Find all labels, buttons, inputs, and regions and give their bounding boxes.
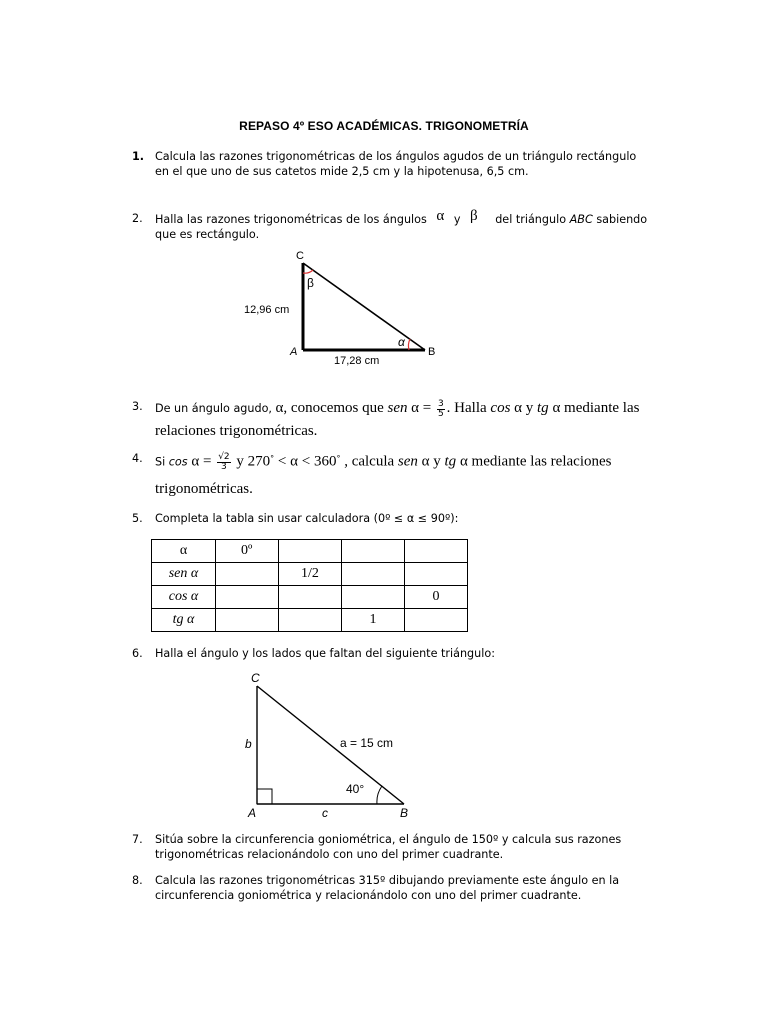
table-cell (342, 563, 405, 586)
question-line: en el que uno de sus catetos mide 2,5 cm y la hipotenusa, 6,5 cm. (155, 164, 529, 178)
degree-sign: ° (270, 454, 275, 463)
angle-360: 360 (313, 453, 337, 470)
question-line: Sitúa sobre la circunferencia goniométrica, el ángulo de 150º y calcula sus razones (155, 833, 622, 846)
sen-label: sen (397, 453, 418, 470)
cos-label: cos (168, 455, 188, 469)
question-line: trigonométricas. (155, 480, 253, 497)
table-row (152, 540, 468, 563)
side-ca-length: 12,96 cm (244, 304, 290, 316)
angle-40-arc (377, 786, 382, 804)
question-line: que es rectángulo. (155, 227, 260, 241)
triangle-name: ABC (569, 213, 593, 226)
beta-symbol: β (470, 208, 478, 224)
question-number: 7. (132, 833, 143, 846)
triangle-figure-2 (240, 668, 420, 820)
question-line: trigonométricas relacionándolo con uno del primer cuadrante. (155, 847, 504, 861)
alpha-symbol: α (510, 400, 523, 416)
cos-label: cos (490, 400, 511, 416)
question-text (155, 833, 663, 862)
question-text-part: < α < (274, 453, 314, 470)
side-a-label: a = 15 cm (340, 736, 394, 750)
vertex-b: B (400, 806, 409, 820)
question-text-part: y (522, 400, 538, 416)
question-text (155, 446, 663, 502)
alpha-symbol: α (548, 400, 561, 416)
vertex-a: A (248, 806, 257, 820)
right-angle-mark (257, 789, 272, 804)
question-text: Halla el ángulo y los lados que faltan del siguiente triángulo: (155, 647, 495, 660)
table-cell (216, 563, 279, 586)
angle-label: 40° (346, 782, 365, 796)
table-cell: 0 (405, 586, 468, 609)
side-ab-length: 17,28 cm (334, 355, 380, 367)
table-cell (279, 609, 342, 632)
question-text-part: . Halla (446, 400, 491, 416)
vertex-a: A (290, 346, 298, 358)
question-text-part: De un ángulo agudo, (155, 402, 276, 415)
side-b-label: b (245, 737, 252, 751)
table-cell: cos α (152, 586, 216, 609)
table-cell (342, 540, 405, 563)
table-cell (216, 586, 279, 609)
alpha-symbol: α (417, 453, 430, 470)
table-cell (405, 540, 468, 563)
question-number: 6. (132, 647, 143, 660)
table-cell (405, 563, 468, 586)
alpha-symbol: α (456, 453, 468, 470)
angle-270: 270 (247, 453, 271, 470)
beta-label: β (307, 276, 314, 290)
vertex-c: C (251, 671, 260, 685)
table-cell (405, 609, 468, 632)
table-cell: 1/2 (279, 563, 342, 586)
side-cb (303, 263, 425, 350)
question-text-part: mediante las relaciones (467, 453, 612, 470)
question-text (155, 208, 663, 242)
table-cell (216, 609, 279, 632)
question-text-part: α = (187, 453, 216, 470)
side-c-label: c (322, 806, 328, 820)
table-row (152, 586, 468, 609)
question-number: 3. (132, 400, 143, 413)
table-cell: α (152, 540, 216, 563)
trig-table (151, 539, 468, 632)
degree-sign: ° (336, 454, 341, 463)
question-line: circunferencia goniométrica y relacionándolo con uno del primer cuadrante. (155, 888, 582, 902)
question-text (155, 150, 663, 179)
question-text-part: Si (155, 455, 169, 469)
question-number: 1. (132, 150, 145, 163)
question-line: Calcula las razones trigonométricas 315º dibujando previamente este ángulo en la (155, 874, 620, 887)
table-cell (279, 586, 342, 609)
table-cell: 0º (216, 540, 279, 563)
fraction-sqrt2-3 (217, 453, 230, 472)
fraction-numerator: 3 (437, 398, 444, 409)
fraction-denominator: 3 (221, 462, 227, 473)
tg-label: tg (537, 400, 549, 416)
table-cell (279, 540, 342, 563)
equals-sign: = (418, 400, 435, 416)
question-text: Completa la tabla sin usar calculadora (0º ≤ α ≤ 90º): (155, 512, 459, 525)
question-text-part: Halla las razones trigonométricas de los ángulos (155, 213, 427, 226)
question-number: 2. (132, 212, 143, 225)
question-text-part: sabiendo (596, 213, 648, 226)
table-cell: tg α (152, 609, 216, 632)
alpha-symbol: α (275, 400, 284, 416)
table-row (152, 609, 468, 632)
question-text (155, 874, 663, 903)
table-cell (342, 586, 405, 609)
tg-label: tg (444, 453, 457, 470)
question-text-part: , calcula (340, 453, 398, 470)
question-text-part: mediante las (560, 400, 640, 416)
vertex-c: C (296, 250, 304, 262)
table-row (152, 563, 468, 586)
page-title: REPASO 4º ESO ACADÉMICAS. TRIGONOMETRÍA (239, 119, 529, 133)
question-line: relaciones trigonométricas. (155, 423, 318, 439)
question-number: 8. (132, 874, 143, 887)
question-text-part: , conocemos que (283, 400, 388, 416)
alpha-symbol: α (411, 400, 419, 416)
alpha-symbol: α (436, 208, 445, 224)
question-number: 5. (132, 512, 143, 525)
sen-label: sen (387, 400, 408, 416)
question-text-part: y (429, 453, 445, 470)
alpha-label: α (398, 335, 405, 349)
question-text-part: y (453, 213, 461, 226)
question-text-part: del triángulo (495, 213, 567, 226)
table-cell: sen α (152, 563, 216, 586)
vertex-b: B (428, 346, 436, 358)
question-line: Calcula las razones trigonométricas de los ángulos agudos de un triángulo rectángulo (155, 150, 637, 163)
table-cell: 1 (342, 609, 405, 632)
fraction-3-5 (437, 400, 445, 419)
triangle-figure-1 (230, 245, 450, 370)
angle-alpha-arc (408, 339, 410, 350)
question-text-part: y (232, 453, 248, 470)
question-number: 4. (132, 452, 143, 465)
question-text (155, 397, 663, 442)
fraction-denominator: 5 (437, 408, 444, 419)
fraction-numerator: √2 (218, 452, 230, 463)
